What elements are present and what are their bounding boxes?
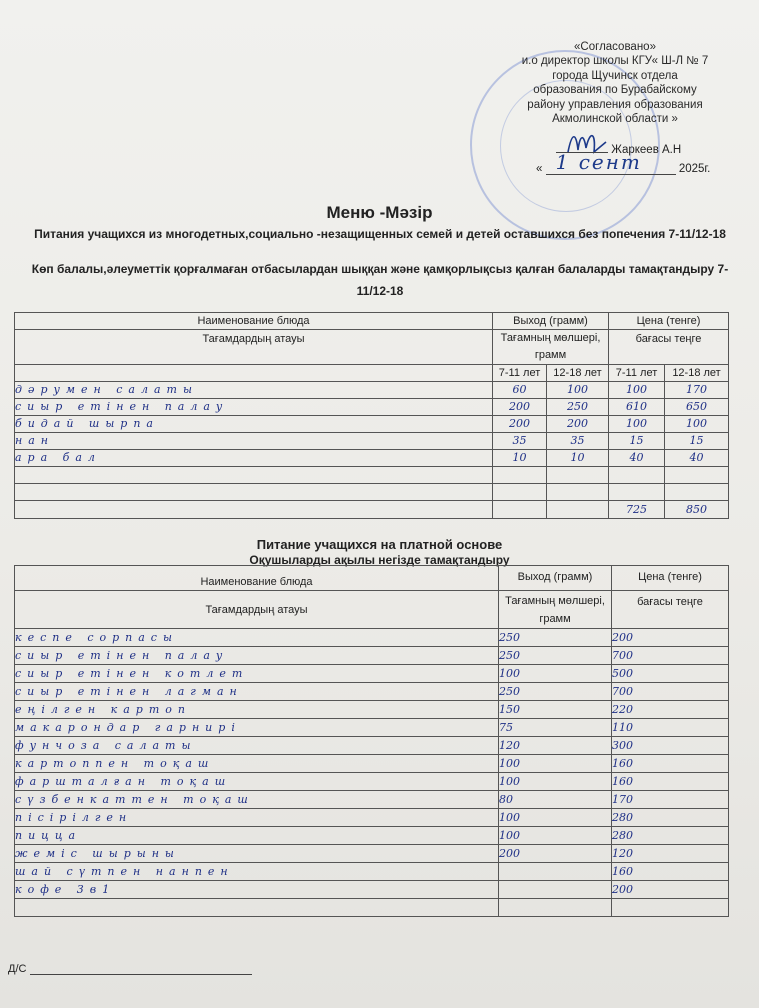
weight-value: 100 — [499, 665, 612, 683]
total-price: 850 — [665, 501, 729, 519]
weight-value: 80 — [499, 791, 612, 809]
dish-name: бидай шырпа — [15, 416, 493, 433]
table-row — [15, 881, 729, 899]
weight-value: 200 — [499, 845, 612, 863]
dish-name: сиыр етінен палау — [15, 399, 493, 416]
table-row — [15, 899, 729, 917]
table-row — [15, 773, 729, 791]
table-row — [15, 629, 729, 647]
price-value: 15 — [609, 433, 665, 450]
total-price: 725 — [609, 501, 665, 519]
weight-value: 100 — [499, 809, 612, 827]
weight-value: 35 — [547, 433, 609, 450]
weight-value: 100 — [499, 755, 612, 773]
price-value: 160 — [612, 755, 729, 773]
weight-value: 100 — [547, 382, 609, 399]
header-weight-kz: Тағамның мөлшері, грамм — [493, 330, 609, 365]
dish-name: кофе 3в1 — [15, 881, 499, 899]
header-price-ru: Цена (тенге) — [609, 313, 729, 330]
weight-value — [499, 899, 612, 917]
table-row — [15, 416, 729, 433]
approval-line: и.о директор школы КГУ« Ш-Л № 7 — [521, 55, 709, 68]
weight-value: 250 — [499, 629, 612, 647]
table-row — [15, 433, 729, 450]
approval-line: «Согласовано» — [574, 41, 656, 53]
dish-name: кеспе сорпасы — [15, 629, 499, 647]
price-value: 200 — [612, 881, 729, 899]
dish-name: нан — [15, 433, 493, 450]
weight-value: 100 — [499, 827, 612, 845]
price-value: 170 — [665, 382, 729, 399]
page-title: Меню -Мәзір — [326, 203, 433, 222]
footer-signature-line — [8, 963, 252, 975]
price-value: 160 — [612, 773, 729, 791]
dish-name: картоппен тоқаш — [15, 755, 499, 773]
price-value: 160 — [612, 863, 729, 881]
table-row — [15, 827, 729, 845]
price-value: 15 — [665, 433, 729, 450]
header-dish-kz: Тағамдардың атауы — [15, 591, 499, 629]
dish-name: фаршталған тоқаш — [15, 773, 499, 791]
dish-name: дәрумен салаты — [15, 382, 493, 399]
table-row — [15, 701, 729, 719]
weight-value: 75 — [499, 719, 612, 737]
header-dish-kz: Тағамдардың атауы — [15, 330, 493, 365]
price-value: 170 — [612, 791, 729, 809]
table-row — [15, 665, 729, 683]
price-value: 700 — [612, 647, 729, 665]
approval-line: району управления образования — [527, 98, 703, 111]
footer-label: Д/С — [8, 963, 27, 975]
subtitle-kz: Көп балалы,әлеуметтік қорғалмаған отбасылардан шыққан және қамқорлықсыз қалған балаларды тамақтандыру 7-11/12-18 — [31, 262, 729, 298]
header-weight-ru: Выход (грамм) — [493, 313, 609, 330]
weight-value: 150 — [499, 701, 612, 719]
price-value: 40 — [665, 450, 729, 467]
total-row — [15, 501, 729, 519]
subtitle-ru: Питания учащихся из многодетных,социально -незащищенных семей и детей оставшихся без попечения 7-11/12-18 — [34, 227, 726, 241]
price-value: 280 — [612, 827, 729, 845]
approval-line: Акмолинской области » — [552, 113, 678, 126]
table-row — [15, 683, 729, 701]
weight-value: 35 — [493, 433, 547, 450]
header-dish-ru: Наименование блюда — [15, 566, 499, 591]
weight-value: 250 — [499, 683, 612, 701]
dish-name: сиыр етінен палау — [15, 647, 499, 665]
table-row — [15, 647, 729, 665]
header-age: 7-11 лет — [609, 365, 665, 382]
table-row — [15, 845, 729, 863]
section-title-kz: Оқушыларды ақылы негізде тамақтандыру — [249, 553, 510, 567]
weight-value: 200 — [493, 399, 547, 416]
weight-value: 10 — [493, 450, 547, 467]
director-name: Жаркеев А.Н — [556, 141, 681, 156]
weight-value: 60 — [493, 382, 547, 399]
approval-line: города Щучинск отдела — [552, 69, 678, 82]
approval-block — [500, 40, 730, 126]
dish-name: сиыр етінен лагман — [15, 683, 499, 701]
weight-value — [499, 881, 612, 899]
price-value: 40 — [609, 450, 665, 467]
header-price-ru: Цена (тенге) — [612, 566, 729, 591]
table-row — [15, 755, 729, 773]
price-value: 500 — [612, 665, 729, 683]
price-value: 100 — [609, 382, 665, 399]
price-value: 700 — [612, 683, 729, 701]
table-row — [15, 809, 729, 827]
handwritten-date: 1 сент — [555, 150, 642, 174]
approval-date: « 1 сент 2025г. — [536, 150, 711, 175]
dish-name: пицца — [15, 827, 499, 845]
dish-name: фунчоза салаты — [15, 737, 499, 755]
weight-value: 250 — [499, 647, 612, 665]
approval-line: образования по Бурабайскому — [533, 84, 697, 97]
menu-table-paid — [14, 565, 729, 917]
price-value: 650 — [665, 399, 729, 416]
header-age: 7-11 лет — [493, 365, 547, 382]
price-value: 100 — [609, 416, 665, 433]
section-title-ru: Питание учащихся на платной основе — [256, 537, 503, 552]
dish-name: макарондар гарнирі — [15, 719, 499, 737]
price-value: 610 — [609, 399, 665, 416]
header-price-kz: бағасы теңге — [612, 591, 729, 629]
weight-value: 100 — [499, 773, 612, 791]
dish-name: шай сүтпен нанпен — [15, 863, 499, 881]
header-weight-ru: Выход (грамм) — [499, 566, 612, 591]
dish-name: ара бал — [15, 450, 493, 467]
weight-value: 200 — [547, 416, 609, 433]
weight-value: 120 — [499, 737, 612, 755]
price-value: 110 — [612, 719, 729, 737]
dish-name: пісірілген — [15, 809, 499, 827]
price-value: 300 — [612, 737, 729, 755]
header-age: 12-18 лет — [665, 365, 729, 382]
weight-value: 200 — [493, 416, 547, 433]
table-row — [15, 450, 729, 467]
weight-value: 10 — [547, 450, 609, 467]
price-value: 280 — [612, 809, 729, 827]
table-row — [15, 737, 729, 755]
weight-value — [499, 863, 612, 881]
price-value: 120 — [612, 845, 729, 863]
header-weight-kz: Тағамның мөлшері, грамм — [499, 591, 612, 629]
header-price-kz: бағасы теңге — [609, 330, 729, 365]
table-row — [15, 399, 729, 416]
dish-name: жеміс шырыны — [15, 845, 499, 863]
price-value: 220 — [612, 701, 729, 719]
dish-name — [15, 899, 499, 917]
table-row — [15, 791, 729, 809]
weight-value: 250 — [547, 399, 609, 416]
table-row — [15, 719, 729, 737]
menu-table-subsidized — [14, 312, 729, 519]
price-value: 200 — [612, 629, 729, 647]
table-row — [15, 863, 729, 881]
header-age: 12-18 лет — [547, 365, 609, 382]
price-value: 100 — [665, 416, 729, 433]
dish-name: сиыр етінен котлет — [15, 665, 499, 683]
dish-name: сүзбенкаттен тоқаш — [15, 791, 499, 809]
dish-name: еңілген картоп — [15, 701, 499, 719]
price-value — [612, 899, 729, 917]
table-row — [15, 382, 729, 399]
header-dish-ru: Наименование блюда — [15, 313, 493, 330]
